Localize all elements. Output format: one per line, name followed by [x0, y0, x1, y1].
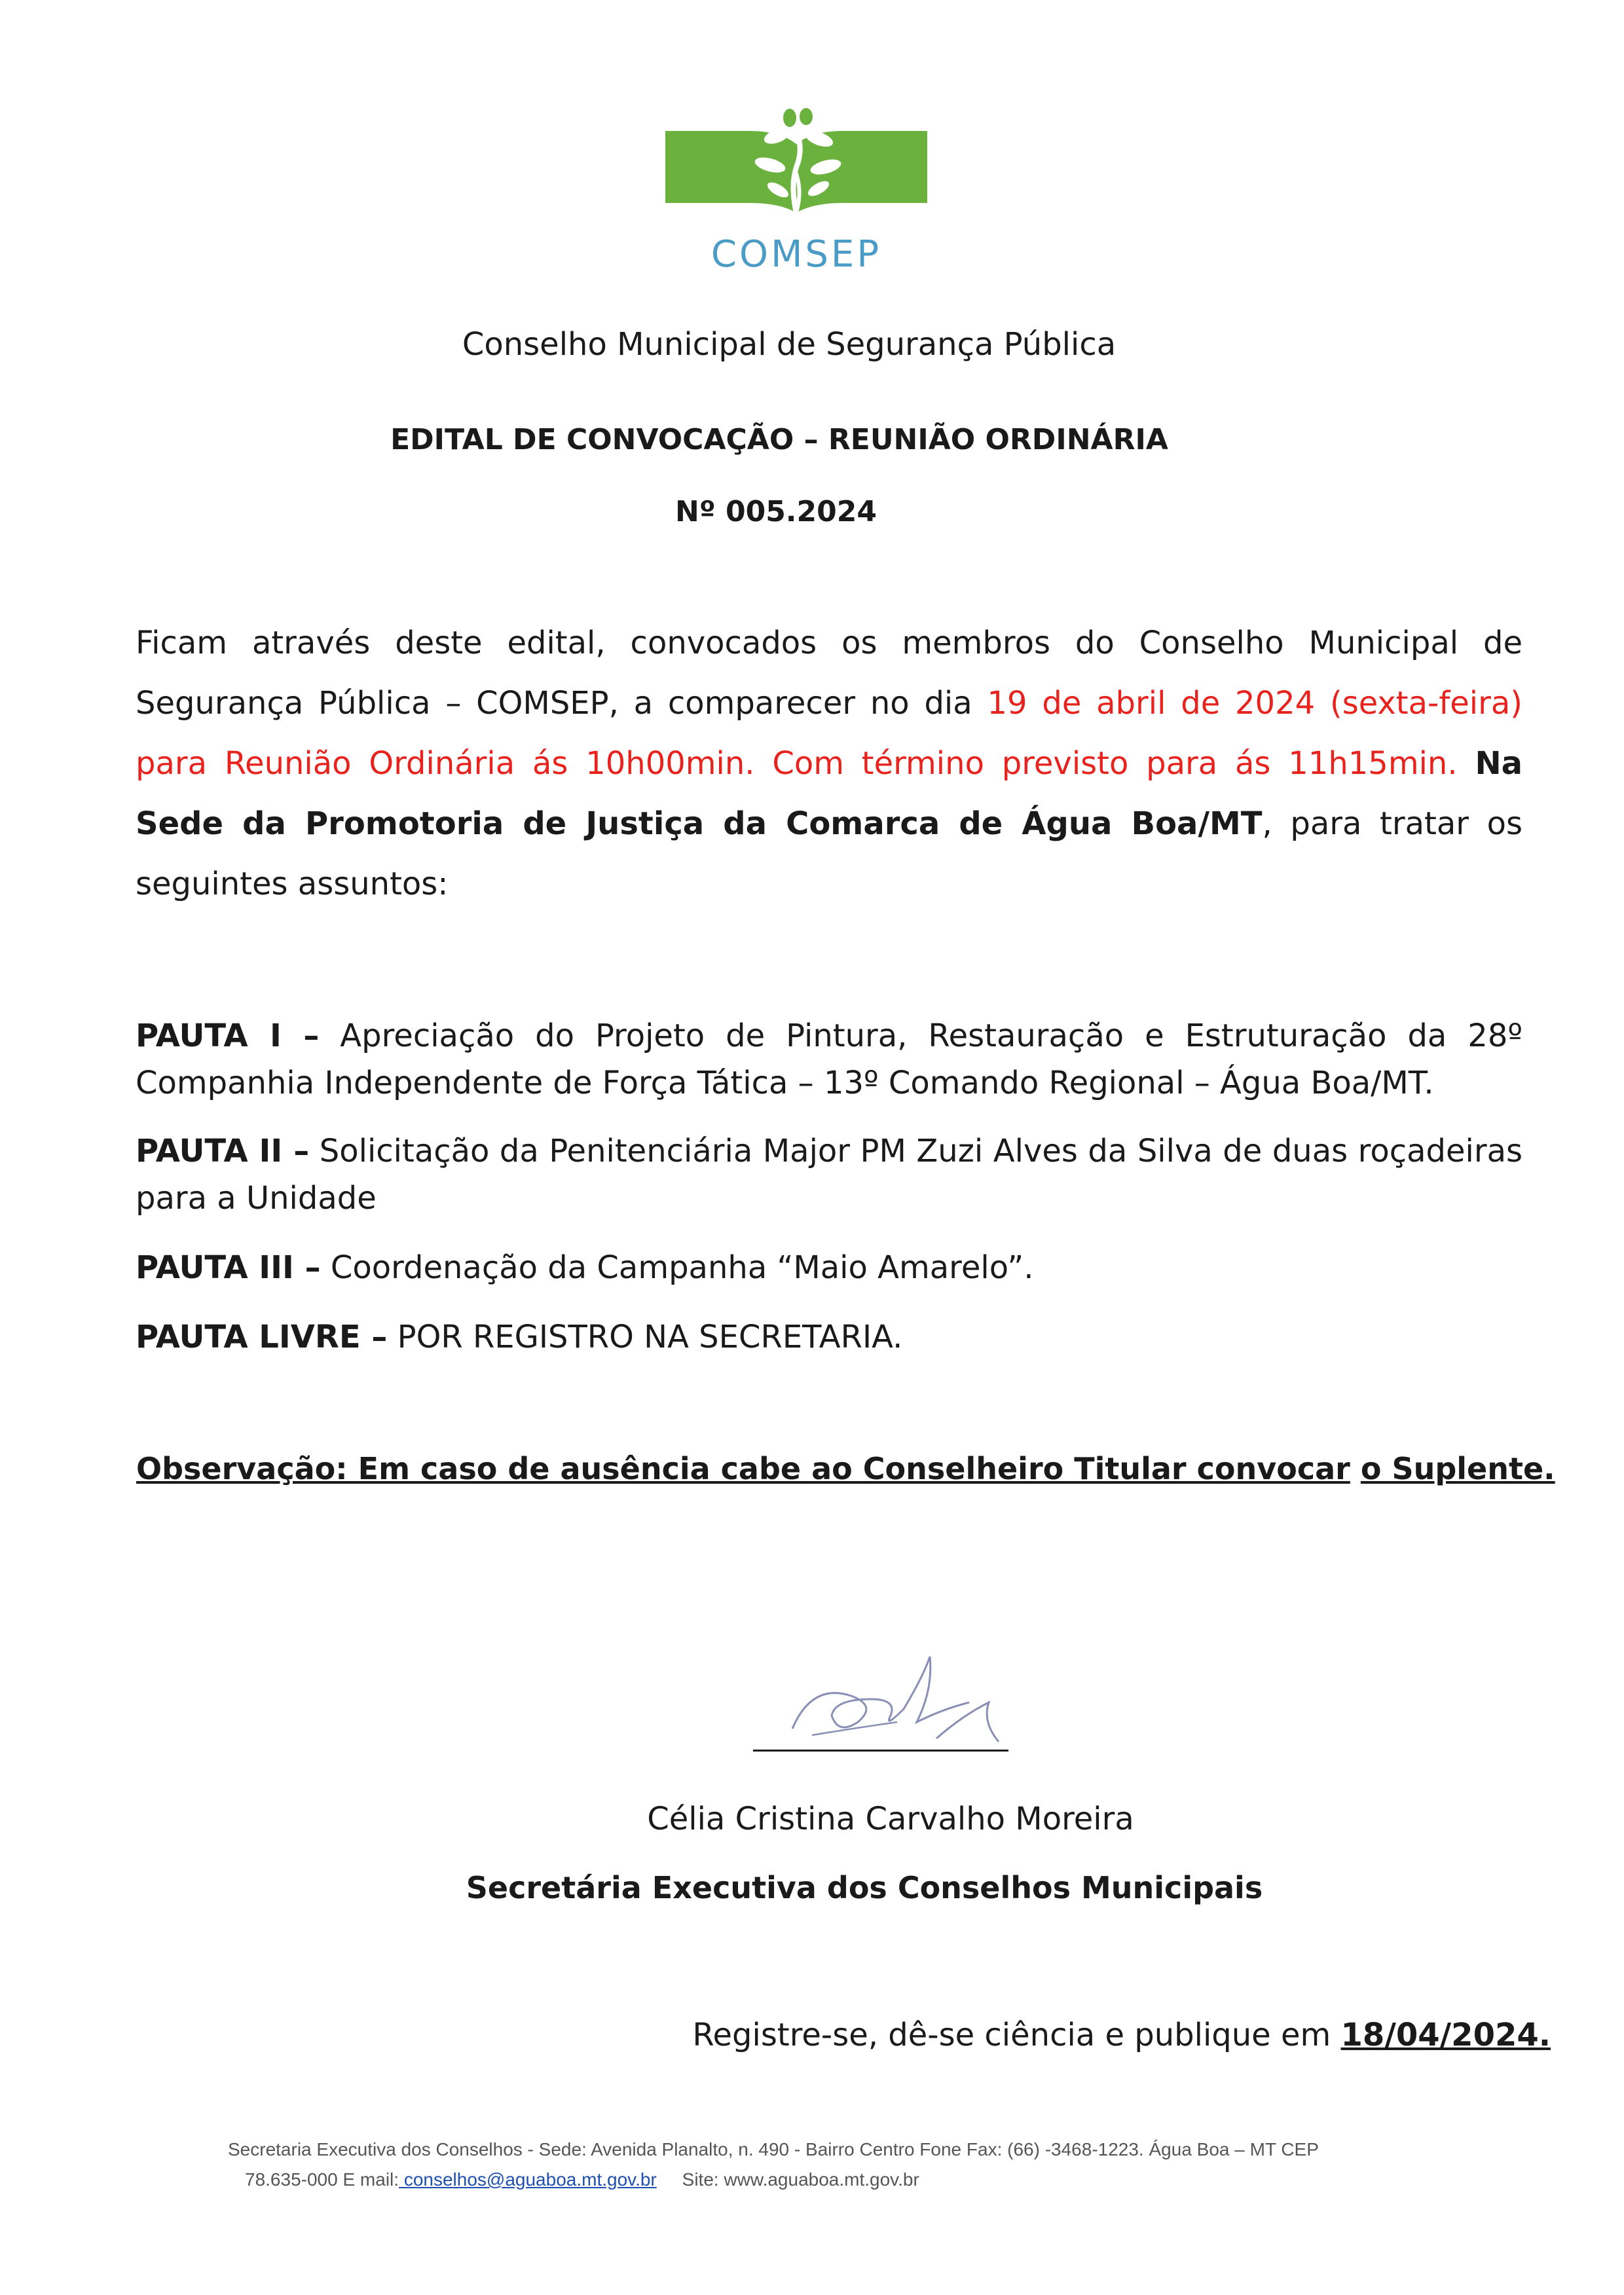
- agenda-item: [136, 1313, 1522, 1361]
- agenda-item: [136, 1012, 1522, 1107]
- intro-text: Ficam através deste edital, convocados os membros do Conselho Municipal de Segurança Pública – COMSEP, a comparecer no dia: [136, 625, 1522, 722]
- footer-cep-email-label: 78.635-000 E mail:: [245, 2169, 399, 2190]
- signature-line: [753, 1750, 1008, 1752]
- observation-part2: o Suplente.: [1360, 1451, 1555, 1486]
- convocation-paragraph: [136, 613, 1522, 914]
- agenda-label: PAUTA III –: [136, 1249, 321, 1286]
- document-title: EDITAL DE CONVOCAÇÃO – REUNIÃO ORDINÁRIA: [390, 423, 1168, 456]
- agenda-text: Apreciação do Projeto de Pintura, Restauração e Estruturação da 28º Companhia Independente de Força Tática – 13º Comando Regional – Água Boa/MT.: [136, 1018, 1523, 1101]
- agenda-text: Coordenação da Campanha “Maio Amarelo”.: [320, 1249, 1034, 1286]
- observation-note: [136, 1451, 1555, 1486]
- signer-role: Secretária Executiva dos Conselhos Municipais: [466, 1870, 1263, 1905]
- agenda-item: [136, 1128, 1522, 1222]
- footer-site: Site: www.aguaboa.mt.gov.br: [682, 2169, 919, 2190]
- outro-text: , para tratar os seguintes assuntos:: [136, 805, 1523, 902]
- agenda-item: [136, 1244, 1522, 1291]
- agenda-text: POR REGISTRO NA SECRETARIA.: [387, 1319, 903, 1355]
- publish-text: Registre-se, dê-se ciência e publique em: [692, 2017, 1341, 2053]
- page-footer: [228, 2135, 1446, 2195]
- handwritten-signature: [773, 1637, 1022, 1761]
- agenda-text: Solicitação da Penitenciária Major PM Zuzi Alves da Silva de duas roçadeiras para a Unidade: [136, 1133, 1522, 1217]
- book-tree-logo-icon: [659, 105, 934, 236]
- meeting-date-time: 19 de abril de 2024 (sexta-feira) para Reunião Ordinária ás 10h00min. Com término previsto para ás 11h15min.: [136, 685, 1522, 782]
- signer-name: Célia Cristina Carvalho Moreira: [647, 1801, 1134, 1837]
- agenda-label: PAUTA I –: [136, 1018, 320, 1054]
- organization-name: Conselho Municipal de Segurança Pública: [462, 326, 1116, 363]
- logo-wordmark: COMSEP: [710, 233, 882, 276]
- comsep-logo: [659, 105, 934, 282]
- publish-statement: [692, 2017, 1551, 2053]
- footer-contact: [228, 2165, 1446, 2195]
- publish-date: 18/04/2024.: [1340, 2017, 1551, 2053]
- meeting-location: Na Sede da Promotoria de Justiça da Comarca de Água Boa/MT: [136, 745, 1522, 842]
- footer-email-link[interactable]: conselhos@aguaboa.mt.gov.br: [399, 2169, 657, 2190]
- spacer: [1458, 745, 1475, 782]
- agenda-label: PAUTA II –: [136, 1133, 310, 1169]
- footer-address: Secretaria Executiva dos Conselhos - Sede: Avenida Planalto, n. 490 - Bairro Centro Fone Fax: (66) -3468-1223. Água Boa – MT CEP: [228, 2139, 1319, 2159]
- document-number: Nº 005.2024: [675, 495, 877, 528]
- observation-part1: Observação: Em caso de ausência cabe ao Conselheiro Titular convocar: [136, 1451, 1350, 1486]
- agenda-label: PAUTA LIVRE –: [136, 1319, 388, 1355]
